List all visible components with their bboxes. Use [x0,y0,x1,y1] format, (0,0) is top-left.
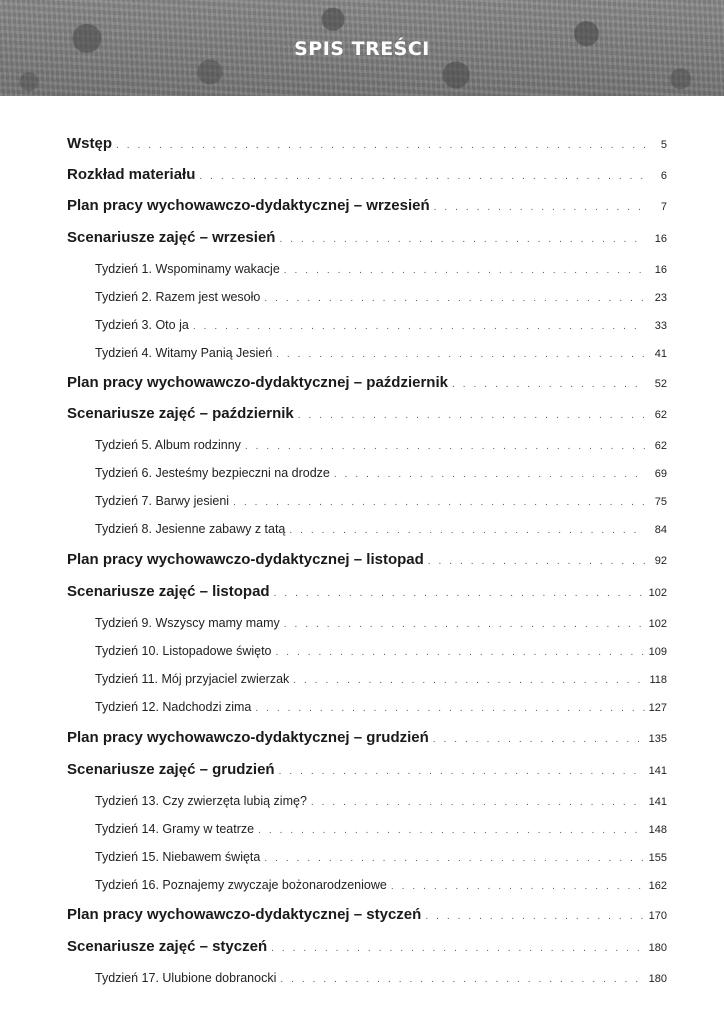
toc-leader-dots [428,556,645,567]
toc-entry-label: Tydzień 4. Witamy Panią Jesień [95,346,273,360]
toc-leader-dots [433,734,645,745]
toc-entry-label: Tydzień 12. Nadchodzi zima [95,700,252,714]
toc-entry[interactable] [0,135,667,152]
toc-leader-dots [279,234,645,245]
toc-entry-label: Plan pracy wychowawczo-dydaktycznej – listopad [67,551,424,568]
toc-page-number: 141 [648,765,667,777]
toc-leader-dots [434,202,645,213]
toc-page-number: 141 [648,796,667,808]
toc-page-number: 16 [654,264,667,276]
toc-entry[interactable] [0,761,667,778]
toc-leader-dots [116,140,645,151]
toc-page-number: 180 [648,973,667,985]
toc-entry-label: Tydzień 13. Czy zwierzęta lubią zimę? [95,794,307,808]
toc-entry-label: Scenariusze zajęć – grudzień [67,761,275,778]
toc-leader-dots [233,497,645,508]
toc-leader-dots [289,525,645,536]
toc-entry[interactable] [0,262,667,276]
toc-page-number: 5 [660,139,667,151]
toc-leader-dots [276,647,646,658]
toc-page-number: 162 [648,880,667,892]
toc-entry[interactable] [0,494,667,508]
toc-page-number: 92 [654,555,667,567]
toc-page-number: 118 [649,674,667,686]
toc-entry-label: Scenariusze zajęć – październik [67,405,294,422]
toc-entry[interactable] [0,522,667,536]
toc-page-number: 84 [654,524,667,536]
page-title: SPIS TREŚCI [294,38,430,60]
toc-entry-label: Tydzień 16. Poznajemy zwyczaje bożonarodzeniowe [95,878,387,892]
toc-entry[interactable] [0,672,667,686]
toc-page-number: 7 [660,201,667,213]
toc-leader-dots [293,675,645,686]
toc-entry-label: Plan pracy wychowawczo-dydaktycznej – styczeń [67,906,422,923]
toc-page-number: 148 [648,824,667,836]
toc-entry-label: Tydzień 9. Wszyscy mamy mamy [95,616,280,630]
toc-entry-label: Tydzień 5. Album rodzinny [95,438,241,452]
toc-page-number: 155 [648,852,667,864]
toc-leader-dots [425,911,645,922]
toc-leader-dots [274,588,645,599]
toc-leader-dots [298,410,645,421]
toc-page-number: 33 [654,320,667,332]
toc-page-number: 102 [648,618,667,630]
toc-entry-label: Tydzień 14. Gramy w teatrze [95,822,255,836]
toc-entry[interactable] [0,850,667,864]
toc-entry[interactable] [0,971,667,985]
toc-entry-label: Tydzień 6. Jesteśmy bezpieczni na drodze [95,466,330,480]
toc-page-number: 127 [648,702,667,714]
toc-leader-dots [284,265,645,276]
toc-entry[interactable] [0,290,667,304]
toc-entry[interactable] [0,229,667,246]
toc-entry[interactable] [0,729,667,746]
toc-entry-label: Tydzień 10. Listopadowe święto [95,644,272,658]
toc-entry[interactable] [0,583,667,600]
toc-page-number: 109 [648,646,667,658]
toc-leader-dots [199,171,645,182]
toc-page-number: 16 [654,233,667,245]
toc-entry[interactable] [0,438,667,452]
toc-entry-label: Wstęp [67,135,112,152]
toc-page-number: 23 [654,292,667,304]
toc-entry[interactable] [0,878,667,892]
toc-entry[interactable] [0,166,667,183]
toc-entry[interactable] [0,700,667,714]
toc-leader-dots [334,469,645,480]
header-banner [0,0,724,96]
toc-leader-dots [258,825,645,836]
toc-entry-label: Tydzień 11. Mój przyjaciel zwierzak [95,672,290,686]
toc-entry[interactable] [0,938,667,955]
toc-leader-dots [255,703,645,714]
toc-entry-label: Scenariusze zajęć – styczeń [67,938,268,955]
toc-leader-dots [452,379,645,390]
toc-entry-label: Scenariusze zajęć – wrzesień [67,229,276,246]
toc-entry-label: Plan pracy wychowawczo-dydaktycznej – październik [67,374,448,391]
toc-entry-label: Tydzień 8. Jesienne zabawy z tatą [95,522,286,536]
toc-entry-label: Tydzień 2. Razem jest wesoło [95,290,261,304]
toc-page-number: 135 [648,733,667,745]
toc-leader-dots [271,943,645,954]
toc-page-number: 62 [654,440,667,452]
toc-entry-label: Tydzień 15. Niebawem święta [95,850,261,864]
toc-entry[interactable] [0,346,667,360]
toc-leader-dots [245,441,645,452]
toc-leader-dots [276,349,645,360]
toc-leader-dots [280,974,645,985]
toc-entry[interactable] [0,616,667,630]
toc-page-number: 170 [648,910,667,922]
toc-entry[interactable] [0,405,667,422]
toc-entry-label: Tydzień 3. Oto ja [95,318,189,332]
toc-entry-label: Scenariusze zajęć – listopad [67,583,270,600]
toc-entry[interactable] [0,466,667,480]
toc-leader-dots [264,853,645,864]
toc-entry[interactable] [0,906,667,923]
toc-entry[interactable] [0,374,667,391]
toc-page-number: 41 [654,348,667,360]
toc-leader-dots [264,293,645,304]
toc-page-number: 75 [654,496,667,508]
toc-leader-dots [311,797,645,808]
toc-entry[interactable] [0,318,667,332]
toc-page-number: 102 [648,587,667,599]
toc-leader-dots [284,619,645,630]
toc-leader-dots [279,766,645,777]
toc-entry-label: Tydzień 17. Ulubione dobranocki [95,971,277,985]
toc-entry-label: Tydzień 1. Wspominamy wakacje [95,262,280,276]
toc-entry[interactable] [0,644,667,658]
toc-entry-label: Rozkład materiału [67,166,196,183]
toc-page-number: 62 [654,409,667,421]
toc-leader-dots [391,881,645,892]
toc-page-number: 180 [648,942,667,954]
toc-page-number: 6 [660,170,667,182]
toc-entry-label: Plan pracy wychowawczo-dydaktycznej – wrzesień [67,197,430,214]
toc-page-number: 52 [654,378,667,390]
toc-entry[interactable] [0,551,667,568]
toc-entry-label: Plan pracy wychowawczo-dydaktycznej – grudzień [67,729,429,746]
toc-page-number: 69 [654,468,667,480]
toc-entry[interactable] [0,197,667,214]
toc-entry[interactable] [0,794,667,808]
toc-entry-label: Tydzień 7. Barwy jesieni [95,494,230,508]
toc-entry[interactable] [0,822,667,836]
toc-leader-dots [193,321,645,332]
